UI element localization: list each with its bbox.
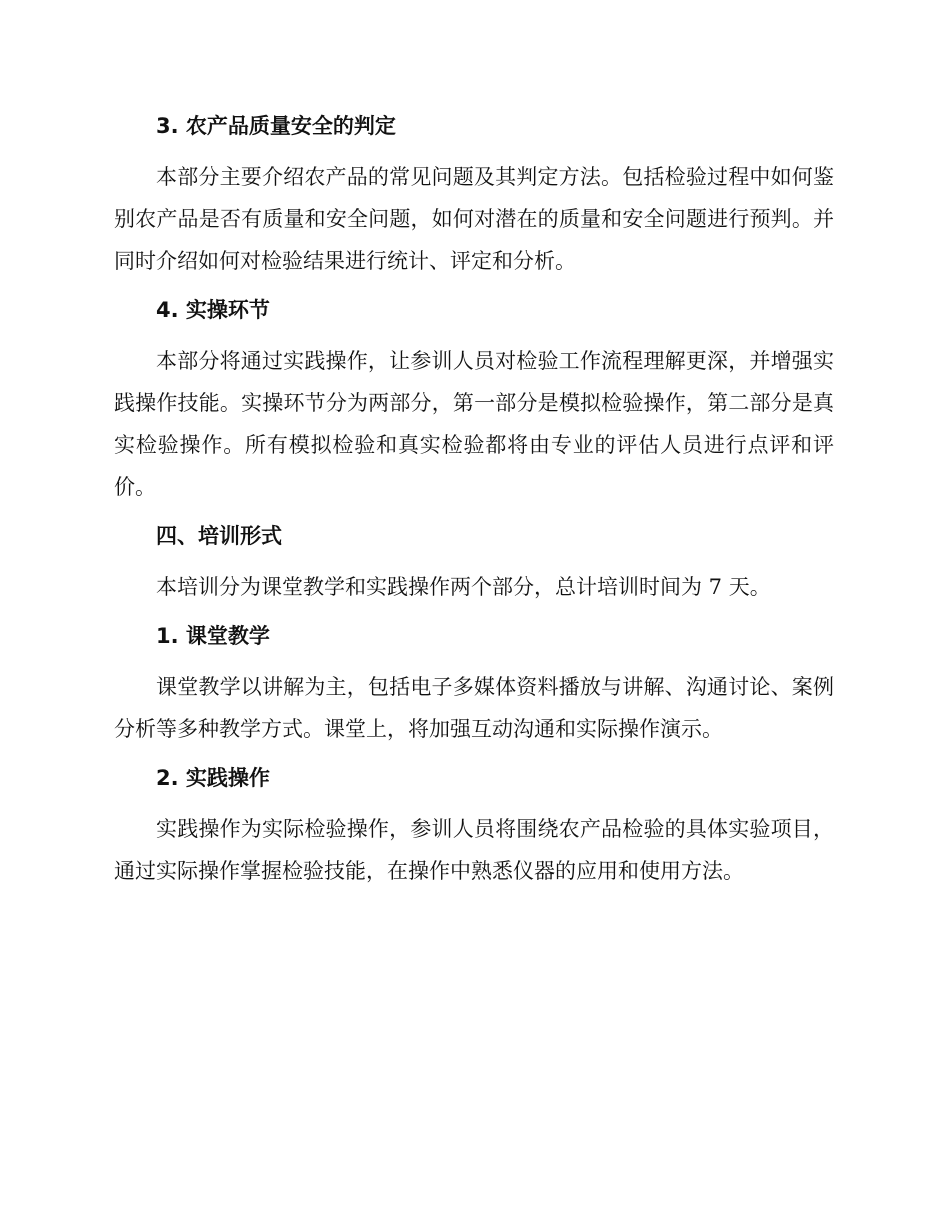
document-body (114, 106, 834, 900)
section-heading-classroom: 1. 课堂教学 (156, 624, 270, 648)
paragraph-quality-judgement: 本部分主要介绍农产品的常见问题及其判定方法。包括检验过程中如何鉴别农产品是否有质量和安全问题，如何对潜在的质量和安全问题进行预判。并同时介绍如何对检验结果进行统计、评定和分析。 (114, 165, 834, 273)
section-heading-practical: 4. 实操环节 (156, 298, 270, 322)
paragraph-practical: 本部分将通过实践操作，让参训人员对检验工作流程理解更深，并增强实践操作技能。实操环节分为两部分，第一部分是模拟检验操作，第二部分是真实检验操作。所有模拟检验和真实检验都将由专业的评估人员进行点评和评价。 (114, 349, 834, 499)
section-heading-quality-judgement: 3. 农产品质量安全的判定 (156, 114, 396, 138)
paragraph-classroom: 课堂教学以讲解为主，包括电子多媒体资料播放与讲解、沟通讨论、案例分析等多种教学方式。课堂上，将加强互动沟通和实际操作演示。 (114, 675, 834, 741)
section-heading-training-format: 四、培训形式 (156, 524, 282, 548)
paragraph-training-format: 本培训分为课堂教学和实践操作两个部分，总计培训时间为 7 天。 (156, 575, 771, 599)
section-heading-hands-on: 2. 实践操作 (156, 766, 270, 790)
paragraph-hands-on: 实践操作为实际检验操作，参训人员将围绕农产品检验的具体实验项目，通过实际操作掌握检验技能，在操作中熟悉仪器的应用和使用方法。 (114, 817, 834, 883)
